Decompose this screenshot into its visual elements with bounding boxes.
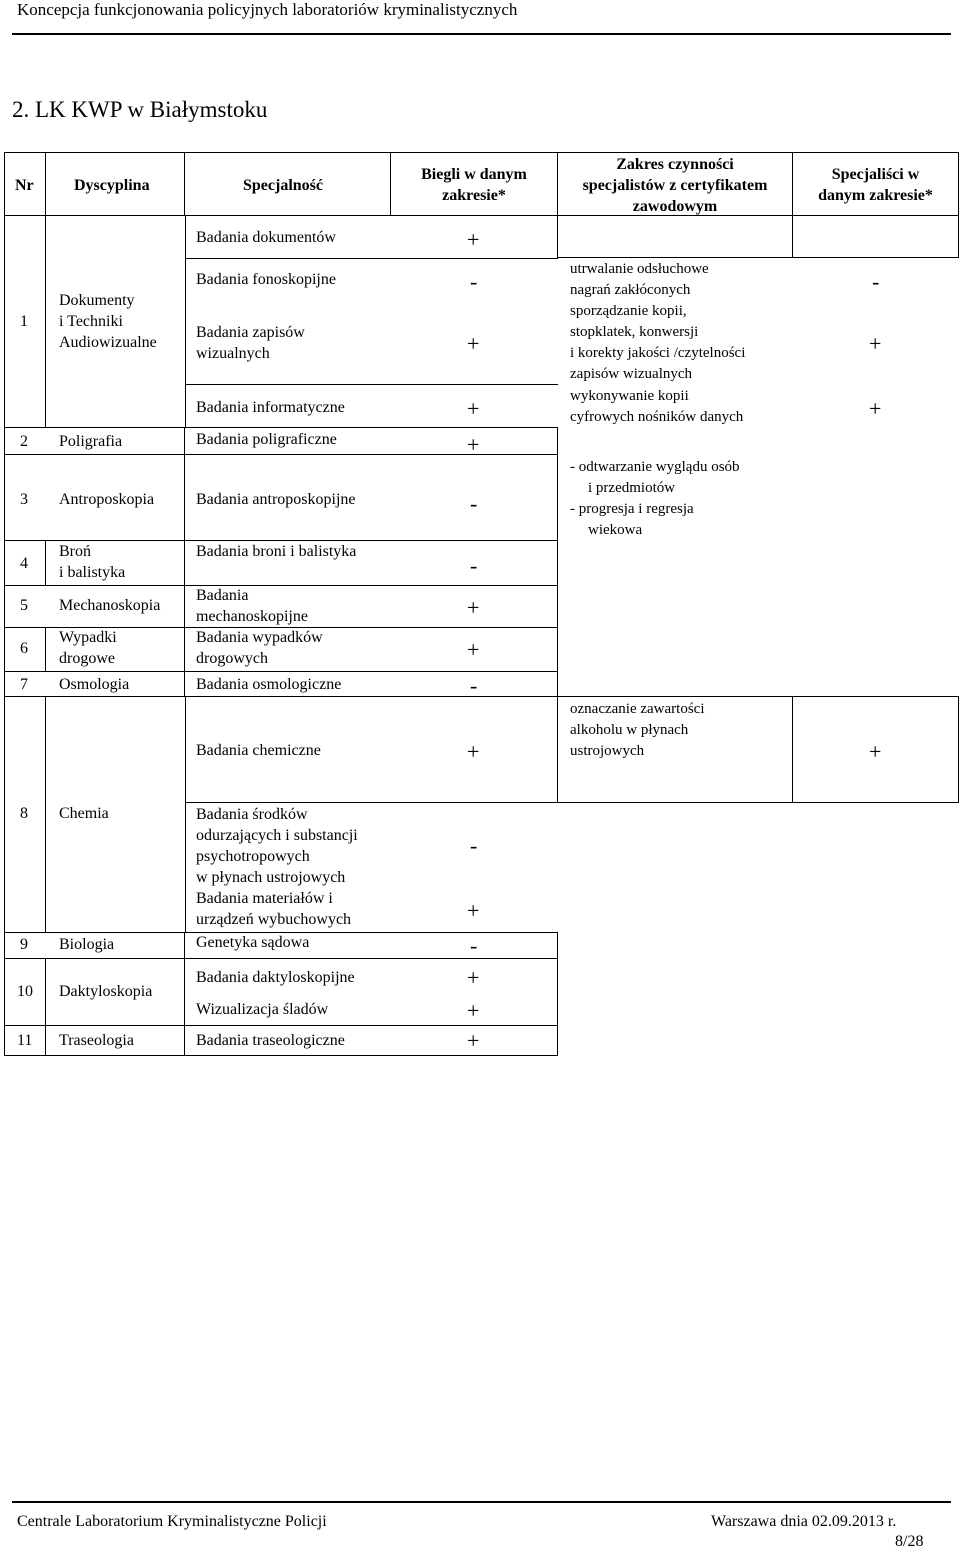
- row-2-dyscyplina: Poligrafia: [59, 433, 123, 450]
- footer-rule: [12, 1501, 951, 1503]
- biegli-wizualizacja-sladow: +: [467, 998, 480, 1023]
- row-3-zakres: - odtwarzanie wyglądu osób i przedmiotów - progresja i regresja wiekowa: [570, 459, 740, 538]
- specjalnosc-materialy-wybuchowe: Badania materiałów i urządzeń wybuchowych: [196, 890, 352, 928]
- row-9-biegli: -: [470, 933, 478, 958]
- section-title: 2. LK KWP w Białymstoku: [12, 97, 268, 122]
- row-5-specjalnosc: Badania mechanoskopijne: [196, 587, 308, 625]
- footer-right: Warszawa dnia 02.09.2013 r.: [711, 1513, 897, 1530]
- specjalnosc-srodki-odurzajace: Badania środków odurzających i substancji psychotropowych w płynach ustrojowych: [196, 806, 358, 886]
- col-specjalisci-header: Specjaliści w danym zakresie*: [818, 166, 933, 204]
- row-10-nr: 10: [17, 983, 33, 1000]
- specjalisci-zapisy-wizualne: +: [869, 331, 882, 356]
- row-3-specjalnosc: Badania antroposkopijne: [196, 491, 356, 508]
- row-6-biegli: +: [467, 637, 480, 662]
- row-1-nr: 1: [20, 313, 28, 330]
- row-2-biegli: +: [467, 432, 480, 457]
- row-11-specjalnosc: Badania traseologiczne: [196, 1032, 345, 1049]
- biegli-dokumenty: +: [467, 227, 480, 252]
- col-dyscyplina-header: Dyscyplina: [74, 177, 150, 194]
- biegli-materialy-wybuchowe: +: [467, 898, 480, 923]
- row-3-dyscyplina: Antroposkopia: [59, 491, 155, 508]
- running-header: Koncepcja funkcjonowania policyjnych laboratoriów kryminalistycznych: [17, 0, 518, 19]
- row-5-dyscyplina: Mechanoskopia: [59, 597, 161, 614]
- row-2-nr: 2: [20, 433, 28, 450]
- zakres-fonoskopia: utrwalanie odsłuchowe nagrań zakłóconych: [570, 261, 709, 298]
- specjalisci-chemiczne: +: [869, 739, 882, 764]
- col-nr-header: Nr: [15, 177, 34, 194]
- row-6-specjalnosc: Badania wypadków drogowych: [196, 629, 323, 667]
- row-6-nr: 6: [20, 640, 28, 657]
- biegli-daktyloskopia: +: [467, 965, 480, 990]
- specjalisci-informatyka: +: [869, 396, 882, 421]
- row-9-dyscyplina: Biologia: [59, 936, 115, 953]
- row-4-dyscyplina: Broń i balistyka: [59, 543, 126, 581]
- row-11-biegli: +: [467, 1028, 480, 1053]
- page-number: 8/28: [895, 1533, 924, 1550]
- biegli-zapisy-wizualne: +: [467, 331, 480, 356]
- row-10-dyscyplina: Daktyloskopia: [59, 983, 153, 1000]
- row-6-dyscyplina: Wypadki drogowe: [59, 629, 117, 667]
- row-11-dyscyplina: Traseologia: [59, 1032, 134, 1049]
- col-specjalnosc-header: Specjalność: [243, 177, 323, 194]
- row-8-nr: 8: [20, 805, 28, 822]
- specjalnosc-fonoskopia: Badania fonoskopijne: [196, 271, 336, 288]
- col-zakres-header: Zakres czynności specjalistów z certyfikatem zawodowym: [582, 156, 768, 215]
- specjalnosc-dokumenty: Badania dokumentów: [196, 229, 336, 246]
- col-biegli-header: Biegli w danym zakresie*: [421, 166, 527, 204]
- row-7-nr: 7: [20, 676, 28, 693]
- specjalnosc-daktyloskopia: Badania daktyloskopijne: [196, 969, 355, 986]
- row-7-specjalnosc: Badania osmologiczne: [196, 676, 342, 693]
- biegli-srodki-odurzajace: -: [470, 833, 478, 858]
- row-5-biegli: +: [467, 595, 480, 620]
- row-9-nr: 9: [20, 936, 28, 953]
- row-9-specjalnosc: Genetyka sądowa: [196, 934, 310, 951]
- specjalisci-fonoskopia: -: [872, 269, 880, 294]
- row-2-specjalnosc: Badania poligraficzne: [196, 431, 337, 448]
- zakres-zapisy-wizualne: sporządzanie kopii, stopklatek, konwersji i korekty jakości /czytelności zapisów wizualnych: [570, 303, 746, 382]
- row-3-biegli: -: [470, 491, 478, 516]
- footer-left: Centrale Laboratorium Kryminalistyczne Policji: [17, 1513, 327, 1530]
- row-4-nr: 4: [20, 555, 28, 572]
- row-1-dyscyplina: Dokumenty i Techniki Audiowizualne: [59, 292, 157, 351]
- row-7-dyscyplina: Osmologia: [59, 676, 130, 693]
- specjalnosc-wizualizacja-sladow: Wizualizacja śladów: [196, 1001, 329, 1018]
- specjalnosc-chemiczne: Badania chemiczne: [196, 742, 321, 759]
- header-rule: [12, 33, 951, 35]
- zakres-informatyka: wykonywanie kopii cyfrowych nośników danych: [570, 388, 744, 425]
- row-3-nr: 3: [20, 491, 28, 508]
- row-8-dyscyplina: Chemia: [59, 805, 109, 822]
- row-7-biegli: -: [470, 673, 478, 698]
- row-4-biegli: -: [470, 553, 478, 578]
- row-4-specjalnosc: Badania broni i balistyka: [196, 543, 357, 560]
- specjalnosc-informatyka: Badania informatyczne: [196, 399, 345, 416]
- biegli-fonoskopia: -: [470, 269, 478, 294]
- row-11-nr: 11: [17, 1032, 33, 1049]
- zakres-chemiczne: oznaczanie zawartości alkoholu w płynach ustrojowych: [570, 701, 705, 759]
- specjalnosc-zapisy-wizualne: Badania zapisów wizualnych: [196, 324, 305, 362]
- row-5-nr: 5: [20, 597, 28, 614]
- biegli-chemiczne: +: [467, 739, 480, 764]
- biegli-informatyka: +: [467, 396, 480, 421]
